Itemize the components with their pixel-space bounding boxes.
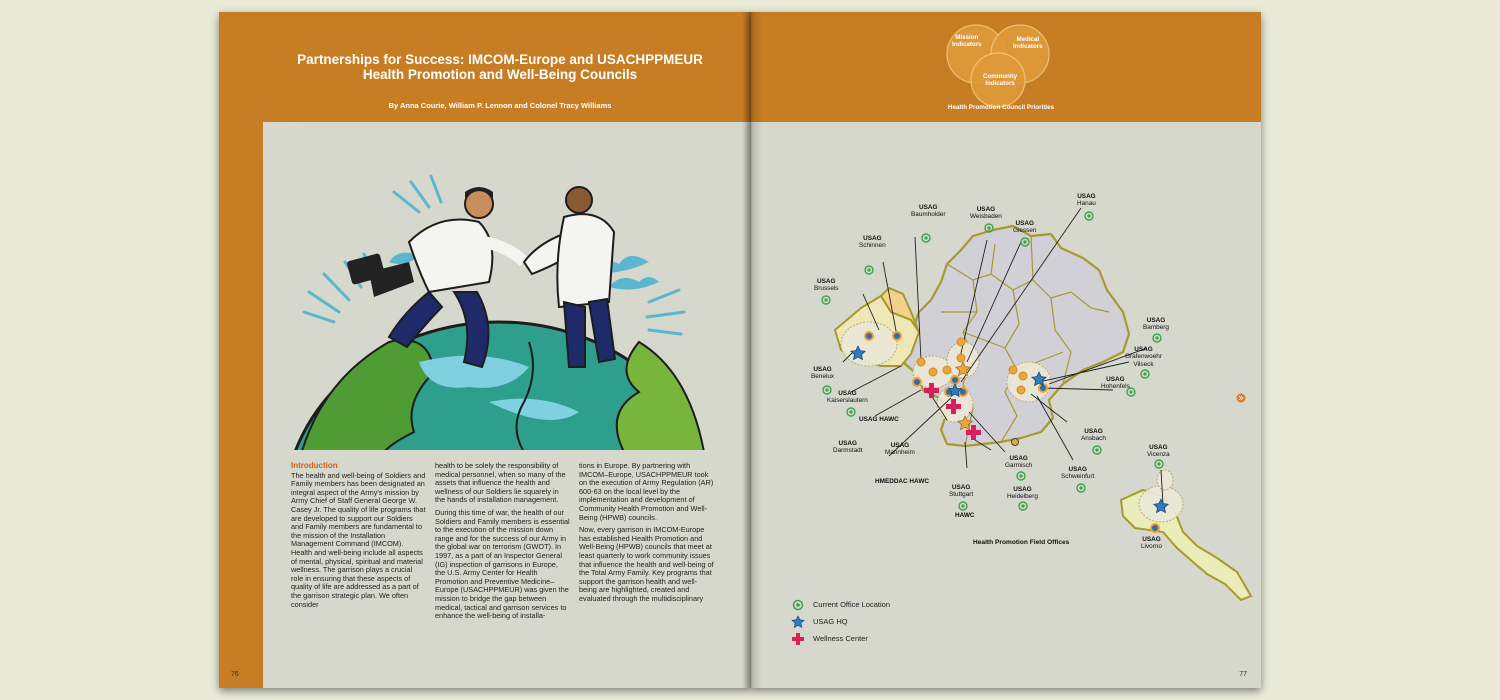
byline: By Anna Courie, William P. Lennon and Colonel Tracy Williams [388, 101, 612, 110]
text-column-2 [435, 462, 570, 625]
motion-strokes-icon [304, 176, 684, 334]
map-title: Health Promotion Field Offices [973, 539, 1070, 546]
venn-community-label: Community Indicators [983, 73, 1018, 88]
label-usag-hawc: USAG HAWC [859, 416, 899, 423]
label-darmstadt: USAG Darmstadt [833, 440, 863, 455]
left-page [219, 12, 751, 688]
col2-paragraph-1: health to be solely the responsibility of medical personnel, when so many of the assets that influence the health and wellness of our Soldiers lie squarely in the hands of installation management. [435, 461, 566, 505]
label-mannheim: USAG Mannheim [885, 442, 915, 457]
venn-caption: Health Promotion Council Priorities [947, 104, 1055, 111]
map-legend [791, 596, 890, 647]
label-grafenwoehr: USAG Grafenwoehr Vilseck [1125, 346, 1162, 368]
col1-paragraph: The health and well-being of Soldiers and Family members has been designated an integral aspect of the Army's mission by Army Chief of Staff General George W. Casey Jr. The quality of life programs that are developed to support our Soldiers and Family members are fundamental to the mission of the Installation Management Command (IMCOM). Health and well-being include all aspects of mental, physical, spiritual and material wellness. The garrison plays a crucial role in ensuring that these aspects of quality of life are addressed as a part of the garrison strategic plan. We often consider [291, 470, 426, 609]
col3-paragraph-2: Now, every garrison in IMCOM-Europe has established Health Promotion and Well-Being (HPWB) councils that meet at least quarterly to work community issues that influence the health and well-being of the Total Army Family. Key programs that support the garrison health and well-being are highlighted, created and evaluated through the multidisciplinary [579, 525, 714, 603]
label-brussels: USAG Brussels [814, 278, 839, 293]
label-baumholder: USAG Baumholder [911, 204, 946, 219]
col3-paragraph-1: tions in Europe. By partnering with IMCOM–Europe, USACHPPMEUR took on the execution of Army Regulation (AR) 600-63 on the local level by the implementation and development of Community Health Promotion and Well-Being (HPWB) councils. [579, 461, 714, 522]
text-column-3 [579, 462, 714, 608]
label-benelux: USAG Benelux [811, 366, 835, 381]
label-vicenza: USAG Vicenza [1147, 444, 1170, 459]
left-orange-margin [219, 122, 263, 688]
label-weisbaden: USAG Weisbaden [970, 206, 1002, 221]
text-column-1 [291, 462, 426, 613]
title-line-1: Partnerships for Success: IMCOM-Europe and USACHPPMEUR [297, 52, 703, 67]
label-kaiserslautern: USAG Kaiserslautern [827, 390, 868, 405]
title-line-2: Health Promotion and Well-Being Councils [362, 67, 638, 82]
label-bamberg: USAG Bamberg [1143, 317, 1169, 332]
label-schinnen: USAG Schinnen [859, 235, 886, 250]
article-title [249, 52, 751, 82]
page-number-left: 76 [231, 671, 239, 678]
page-arrow-icon [1237, 394, 1246, 403]
legend-current-office: Current Office Location [791, 596, 890, 613]
legend-usag-hq: USAG HQ [791, 613, 890, 630]
cross-icon [791, 632, 805, 646]
intro-heading: Introduction [291, 461, 338, 470]
venn-medical-label: Medical Indicators [1013, 36, 1043, 51]
label-hohenfels: USAG Hohenfels [1101, 376, 1130, 391]
label-hanau: USAG Hanau [1077, 193, 1096, 208]
label-schweinfurt: USAG Schweinfurt [1061, 466, 1095, 481]
venn-mission-label: Mission Indicators [952, 34, 982, 49]
label-giessen: USAG Giessen [1013, 220, 1037, 235]
right-page [751, 12, 1261, 688]
label-stuttgart: USAG Stuttgart [949, 484, 974, 499]
col2-paragraph-2: During this time of war, the health of our Soldiers and Family members is essential to the execution of the mission down range and for the success of our Army in the global war on terrorism (GWOT). In 1997, as a part of an Inspector General (IG) inspection of garrisons in Europe, the U.S. Army Center for Health Promotion and Preventive Medicine–Europe (USACHPPMEUR) was given the mission to bridge the gap between medical, tactical and garrison services to enhance the well-being of installa- [435, 507, 570, 621]
legend-wellness-center: Wellness Center [791, 630, 890, 647]
label-ansbach: USAG Ansbach [1081, 428, 1106, 443]
europe-map [751, 12, 1261, 688]
star-icon [791, 615, 805, 629]
handshake-globe-illustration [279, 162, 719, 462]
label-garmisch: USAG Garmisch [1005, 455, 1033, 470]
current-office-icon [791, 598, 805, 612]
label-hmeddac-hawc: HMEDDAC HAWC [875, 478, 929, 485]
globe-icon [284, 322, 714, 462]
page-number-right: 77 [1239, 671, 1247, 678]
label-heidelberg: USAG Heidelberg [1007, 486, 1038, 501]
label-livorno: USAG Livorno [1141, 536, 1162, 551]
label-hawc: HAWC [955, 512, 975, 519]
